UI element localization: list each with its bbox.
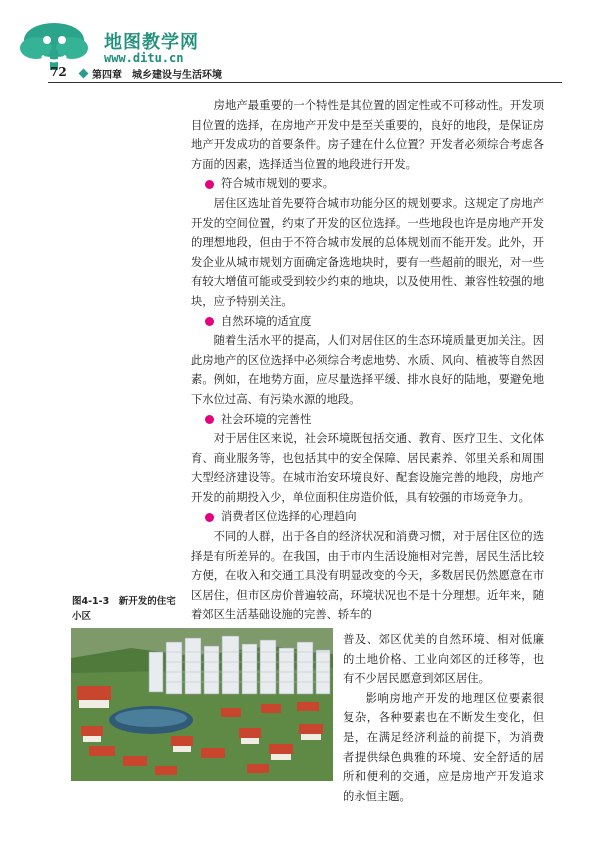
chapter-title: 第四章 城乡建设与生活环境 <box>92 70 222 81</box>
site-title: 地图教学网 <box>104 32 199 53</box>
paragraph: 随着生活水平的提高，人们对居住区的生态环境质量更加关注。因此房地产的区位选择中必须综合考虑地势、水质、风向、植被等自然因素。例如，在地势方面，应尽量选择平缓、排水良好的陆地，要避免地下水位过高、有污染水源的地段。 <box>191 334 544 406</box>
figure-caption: 图4-1-3 新开发的住宅小区 <box>72 596 176 622</box>
bullet-heading: 自然环境的适宜度 <box>191 312 544 332</box>
residential-area-photo <box>71 628 333 781</box>
site-url[interactable]: www.ditu.cn <box>104 51 184 65</box>
bullet-heading: 社会环境的完善性 <box>191 410 544 430</box>
page-number: 72 <box>50 65 67 79</box>
bullet-heading: 消费者区位选择的心理趋向 <box>191 507 544 527</box>
paragraph: 居住区选址首先要符合城市功能分区的规划要求。这规定了房地产开发的空间位置，约束了开发的区位选择。一些地段也许是房地产开发的理想地段，但由于不符合城市发展的总体规划而不能开发。此外，开发企业从城市规划方面确定备选地块时，要有一些超前的眼光，对一些有较大增值可能或受到较少约束的地块，以及使用性、兼容性较强的地块，应予特别关注。 <box>191 196 544 308</box>
paragraph: 对于居住区来说，社会环境既包括交通、教育、医疗卫生、文化体育、商业服务等，也包括其中的安全保障、居民素养、邻里关系和周围大型经济建设等。在城市治安环境良好、配套设施完善的地段，房地产开发的前期投入少，单位面积住房造价低，具有较强的市场竞争力。 <box>191 432 544 504</box>
bullet-heading: 符合城市规划的要求。 <box>191 174 544 194</box>
bullet-dot-icon <box>205 513 214 522</box>
bullet-dot-icon <box>205 317 214 326</box>
paragraph: 影响房地产开发的地理区位要素很复杂，各种要素也在不断发生变化，但是，在满足经济利益的前提下，为消费者提供绿色典雅的环境、安全舒适的居所和便利的交通，应是房地产开发追求的永恒主题。 <box>343 691 544 803</box>
paragraph: 不同的人群，出于各自的经济状况和消费习惯，对于居住区位的选择是有所差异的。在我国，由于市内生活设施相对完善，居民生活比较方便，在收入和交通工具没有明显改变的今天，多数居民仍然愿意在市区居住，但市区房价普遍较高，环境状况也不是十分理想。近年来，随着郊区生活基础设施的完善、轿车的 <box>191 530 544 622</box>
paragraph: 普及、郊区优美的自然环境、相对低廉的土地价格、工业向郊区的迁移等，也有不少居民愿意到郊区居住。 <box>343 633 544 686</box>
paragraph: 房地产最重要的一个特性是其位置的固定性或不可移动性。开发项目位置的选择，在房地产开发中是至关重要的，良好的地段，是保证房地产开发成功的首要条件。房子建在什么位置？开发者必须综合考虑各方面的因素，选择适当位置的地段进行开发。 <box>191 99 544 171</box>
side-text <box>343 630 544 806</box>
bullet-dot-icon <box>205 180 214 189</box>
main-text <box>191 96 544 625</box>
bullet-dot-icon <box>205 415 214 424</box>
header-rule <box>48 82 562 83</box>
